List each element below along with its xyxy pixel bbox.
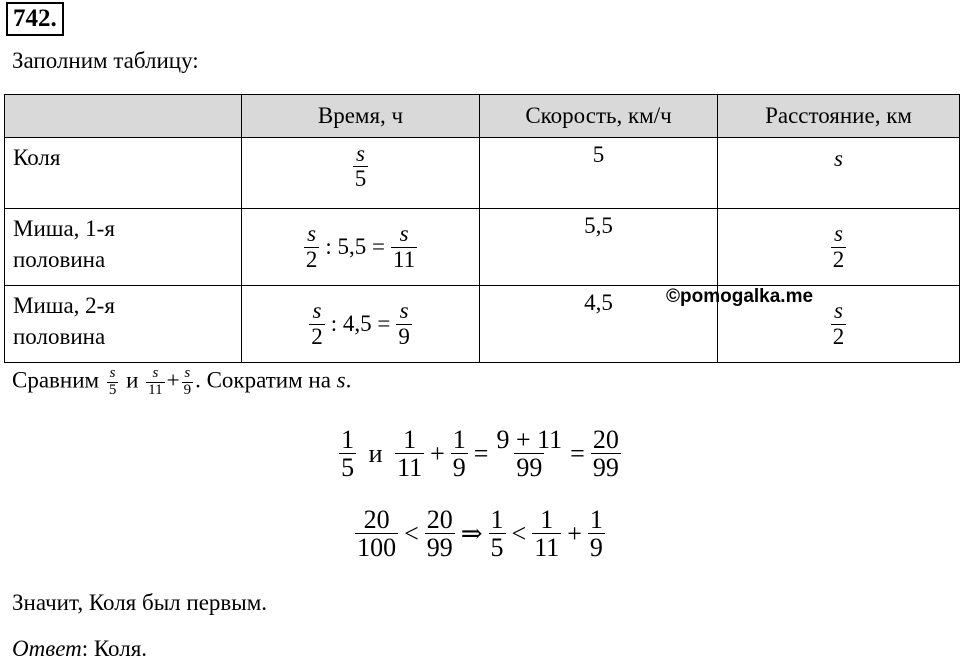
distance-cell: s <box>718 138 960 209</box>
fraction-numerator: s <box>356 141 365 166</box>
fraction-denominator: 9 <box>183 381 192 398</box>
eq2-less-than: < <box>404 518 419 548</box>
eq2-fraction-e <box>588 506 605 562</box>
speed-cell: 5 <box>480 138 718 209</box>
eq2-implies: ⇒ <box>460 518 483 548</box>
fraction-numerator: 20 <box>426 505 453 534</box>
row-label-line1: Миша, 2-я <box>13 293 115 318</box>
speed-cell: 5,5 <box>480 209 718 286</box>
header-cell-distance: Расстояние, км <box>718 95 960 138</box>
time-fraction-b <box>391 222 417 271</box>
fraction-numerator: 1 <box>490 505 504 534</box>
answer-colon: : <box>81 636 89 661</box>
fraction-numerator: 1 <box>403 425 417 454</box>
time-operator: : 5,5 = <box>325 234 385 259</box>
time-cell <box>242 209 480 286</box>
fraction-numerator: 1 <box>540 505 554 534</box>
fraction-numerator: s <box>399 221 409 247</box>
fraction-denominator: 2 <box>305 246 318 272</box>
watermark: ©pomogalka.me <box>666 286 814 307</box>
fraction-denominator: 99 <box>426 533 453 563</box>
fraction-numerator: s <box>834 298 843 324</box>
time-cell <box>242 138 480 209</box>
time-operator: : 4,5 = <box>330 311 391 336</box>
compare-var: s <box>336 367 346 393</box>
time-fraction-b <box>396 299 412 348</box>
compare-and: и <box>126 367 139 393</box>
compare-fraction-1 <box>107 366 119 399</box>
row-label <box>5 209 242 286</box>
intro-text: Заполним таблицу: <box>12 48 199 73</box>
eq1-fraction-a <box>339 426 356 482</box>
answer-text: Коля. <box>93 636 148 661</box>
compare-fraction-3 <box>182 366 194 399</box>
answer-line <box>12 636 147 662</box>
equation-line-2 <box>0 506 960 562</box>
fraction-denominator: 5 <box>341 453 355 483</box>
fraction-numerator: 1 <box>452 425 466 454</box>
time-fraction-a <box>309 299 325 348</box>
fraction-denominator: 5 <box>108 381 117 398</box>
row-label-line2: половина <box>13 247 106 272</box>
time-fraction-a <box>304 222 320 271</box>
data-table <box>4 94 960 363</box>
fraction-denominator: 9 <box>398 323 410 349</box>
distance-fraction <box>831 222 847 271</box>
eq1-equals: = <box>473 438 489 468</box>
eq2-fraction-c <box>489 506 506 562</box>
fraction-denominator: 99 <box>516 453 543 483</box>
fraction-denominator: 11 <box>534 533 560 563</box>
compare-line <box>12 366 351 399</box>
row-label <box>5 286 242 363</box>
fraction-denominator: 99 <box>592 453 619 483</box>
time-cell <box>242 286 480 363</box>
header-cell-time: Время, ч <box>242 95 480 138</box>
conclusion-text: Значит, Коля был первым. <box>12 590 268 615</box>
fraction-numerator: s <box>109 365 116 381</box>
fraction-numerator: 20 <box>363 505 390 534</box>
fraction-denominator: 2 <box>832 246 845 272</box>
eq2-less-than-2: < <box>511 518 527 548</box>
fraction-denominator: 11 <box>397 453 423 483</box>
row-label-line1: Коля <box>13 145 61 170</box>
eq1-fraction-e <box>591 426 621 482</box>
fraction-denominator: 5 <box>490 533 504 563</box>
equation-line-1 <box>0 426 960 482</box>
eq2-fraction-a <box>355 506 398 562</box>
distance-fraction <box>831 299 847 348</box>
fraction-numerator: s <box>399 298 409 324</box>
table-row-kolya <box>5 138 960 209</box>
eq1-fraction-c <box>451 426 468 482</box>
fraction-numerator: s <box>152 365 159 381</box>
fraction-denominator: 9 <box>452 453 466 483</box>
compare-prefix: Сравним <box>12 367 100 393</box>
table-header-row <box>5 95 960 138</box>
fraction-denominator: 11 <box>392 246 416 272</box>
row-label-line1: Миша, 1-я <box>13 216 115 241</box>
eq1-fraction-d <box>494 426 564 482</box>
fraction-denominator: 11 <box>148 381 163 398</box>
eq1-plus: + <box>430 438 445 468</box>
fraction-denominator: 2 <box>311 323 323 349</box>
row-label-line2: половина <box>13 324 106 349</box>
fraction-denominator: 2 <box>832 323 845 349</box>
compare-suffix: . Сократим на <box>195 367 331 393</box>
fraction-denominator: 9 <box>589 533 603 563</box>
table-row-misha-2 <box>5 286 960 363</box>
fraction-numerator: s <box>312 298 322 324</box>
speed-cell: 4,5 <box>480 286 718 363</box>
fraction-numerator: 9 + 11 <box>496 425 563 454</box>
eq1-fraction-b <box>395 426 424 482</box>
fraction-numerator: s <box>834 221 843 247</box>
eq2-fraction-d <box>532 506 561 562</box>
table-row-misha-1 <box>5 209 960 286</box>
time-fraction <box>353 142 369 191</box>
compare-plus: + <box>166 367 180 393</box>
fraction-denominator: 5 <box>354 166 367 192</box>
eq1-equals-2: = <box>570 438 585 468</box>
distance-cell <box>718 209 960 286</box>
fraction-numerator: 1 <box>589 505 603 534</box>
fraction-denominator: 100 <box>357 533 397 563</box>
fraction-numerator: 20 <box>592 425 619 454</box>
fraction-numerator: 1 <box>341 425 355 454</box>
header-cell-empty <box>5 95 242 138</box>
fraction-numerator: s <box>307 221 317 247</box>
eq1-and: и <box>368 438 383 468</box>
row-label <box>5 138 242 209</box>
compare-fraction-2 <box>146 366 164 399</box>
eq2-plus: + <box>567 518 582 548</box>
compare-end: . <box>345 367 352 393</box>
header-cell-speed: Скорость, км/ч <box>480 95 718 138</box>
eq2-fraction-b <box>425 506 455 562</box>
answer-label: Ответ <box>12 636 82 661</box>
problem-number: 742. <box>6 2 64 36</box>
fraction-numerator: s <box>184 365 191 381</box>
